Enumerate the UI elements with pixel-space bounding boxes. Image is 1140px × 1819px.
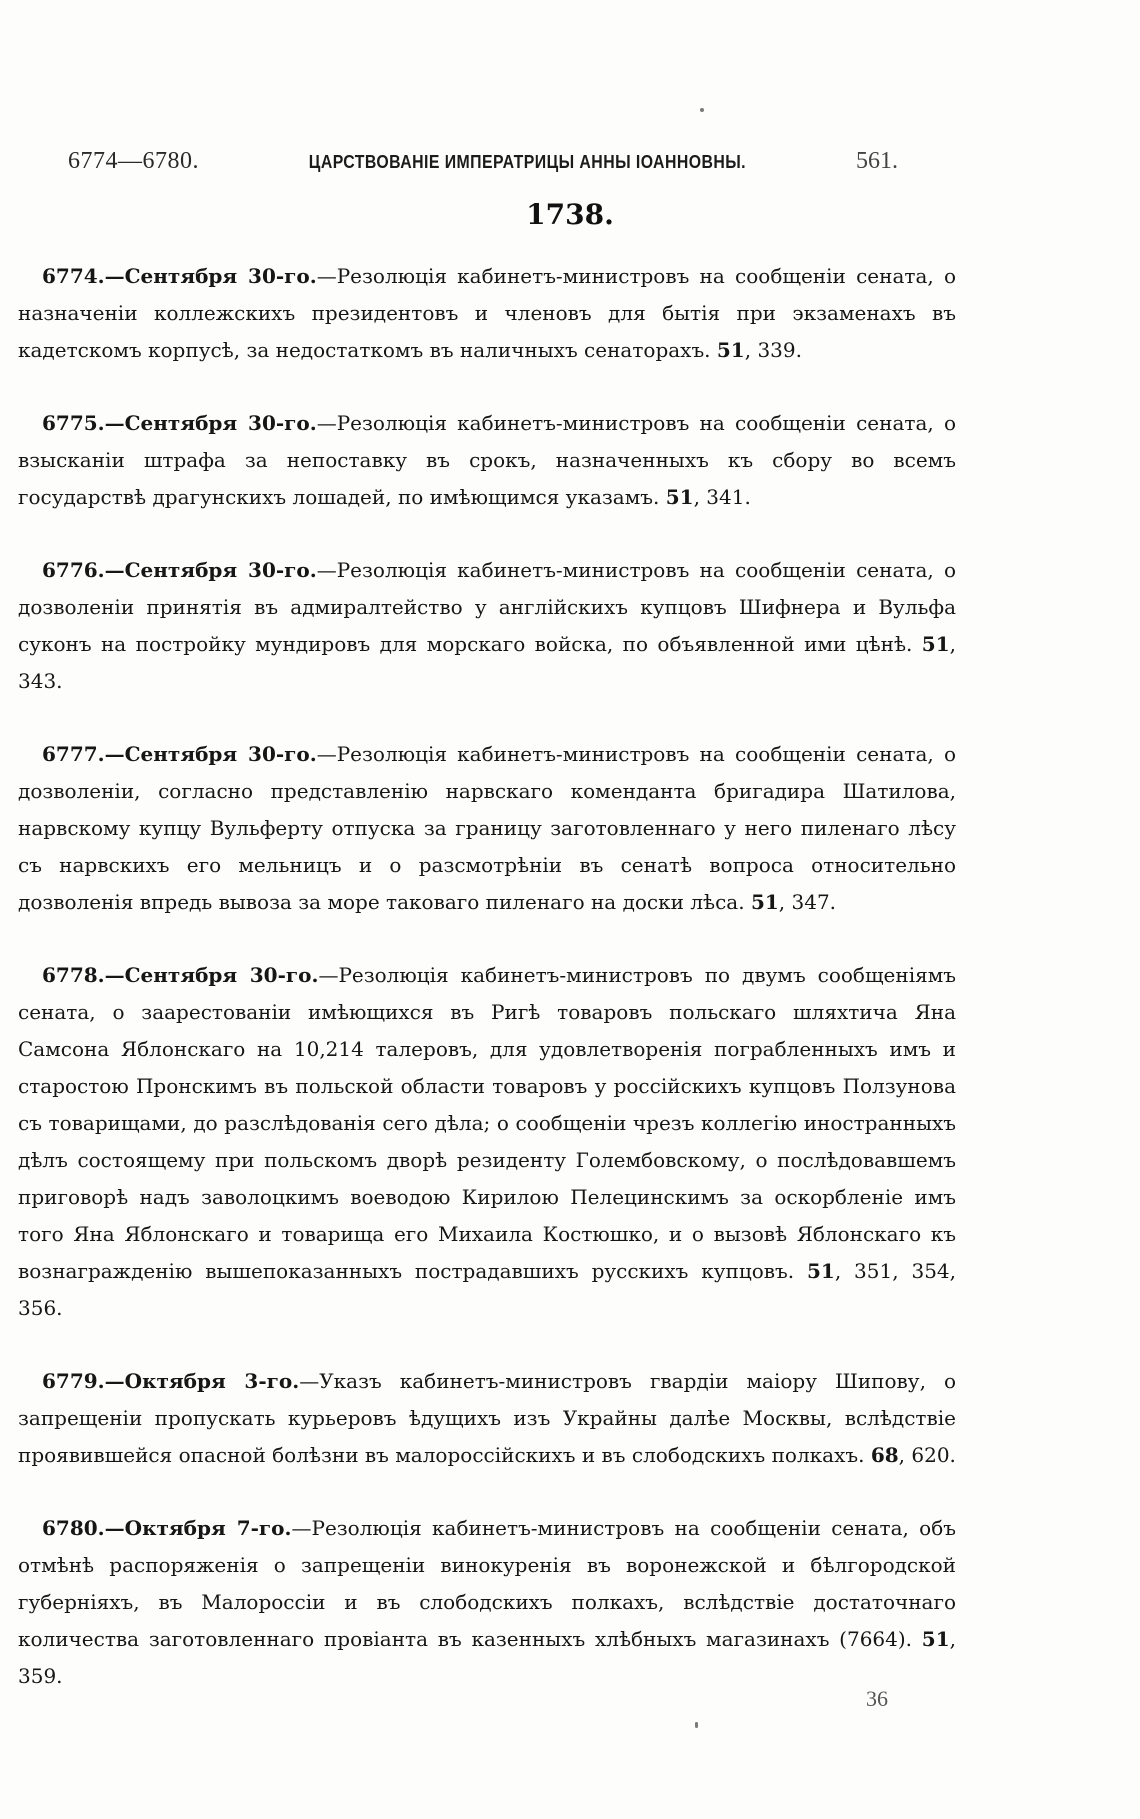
entry-date: —Сентября 30-го. [104,411,317,435]
entry-source: 51 [750,890,779,914]
entry-number: 6777. [42,742,105,766]
entry-6775 [18,405,956,516]
entry-6778 [18,957,956,1327]
entry-6780 [18,1510,956,1695]
entry-source: 51 [716,338,745,362]
entry-source: 68 [870,1443,899,1467]
chapter-title: ЦАРСТВОВАНІЕ ИМПЕРАТРИЦЫ АННЫ ІОАННОВНЫ. [308,152,747,172]
entry-pages: , 339. [744,338,802,362]
entry-pages: , 351, 354, 356. [18,1259,956,1320]
entry-6774 [18,258,956,369]
entry-number: 6776. [42,558,105,582]
running-head [68,148,898,175]
entry-date: —Октября 3-го. [104,1369,300,1393]
entry-date: —Сентября 30-го. [104,558,317,582]
entry-text: —Указъ кабинетъ-министровъ гвардіи маіору Шипову, о запрещеніи пропускать курьеровъ ѣдущихъ изъ Украйны далѣе Москвы, вслѣдствіе проявившейся опасной болѣзни въ малороссійскихъ и въ слободскихъ полкахъ. [18,1369,957,1467]
scan-speck [695,1722,698,1728]
entry-range: 6774—6780. [68,148,199,174]
entry-text: —Резолюція кабинетъ-министровъ на сообщеніи сената, о дозволеніи, согласно представленію нарвскаго коменданта бригадира Шатилова, нарвскому купцу Вульферту отпуска за границу заготовленнаго у него пиленаго лѣсу съ нарвскихъ его мельницъ и о разсмотрѣніи въ сенатѣ вопроса относительно дозволенія впредь вывоза за море таковаго пиленаго на доски лѣса. [18,742,956,914]
entry-number: 6780. [42,1516,105,1540]
entry-source: 51 [806,1259,835,1283]
entry-source: 51 [921,632,950,656]
year-heading: 1738. [526,198,614,231]
entry-text: —Резолюція кабинетъ-министровъ на сообщеніи сената, о назначеніи коллежскихъ президентовъ и членовъ для бытія при экзаменахъ въ кадетскомъ корпусѣ, за недостаткомъ въ наличныхъ сенаторахъ. [18,264,956,362]
entry-date: —Сентября 30-го. [104,963,319,987]
entry-pages: , 341. [693,485,751,509]
entry-text: —Резолюція кабинетъ-министровъ на сообщеніи сената, о взысканіи штрафа за непоставку въ срокъ, назначенныхъ къ сбору во всемъ государствѣ драгунскихъ лошадей, по имѣющимся указамъ. [18,411,956,509]
entry-pages: , 343. [18,632,956,693]
entry-source: 51 [665,485,694,509]
entry-6777 [18,736,956,921]
signature-mark: 36 [866,1686,888,1711]
entry-date: —Октября 7-го. [104,1516,292,1540]
entry-date: —Сентября 30-го. [104,264,317,288]
entry-date: —Сентября 30-го. [104,742,317,766]
entries-list [18,258,956,1731]
entry-text: —Резолюція кабинетъ-министровъ по двумъ сообщеніямъ сената, о заарестованіи имѣющихся въ Ригѣ товаровъ польскаго шляхтича Яна Самсона Яблонскаго на 10,214 талеровъ, для удовлетворенія пограбленныхъ имъ и старостою Пронскимъ въ польской области товаровъ у россійскихъ купцовъ Ползунова съ товарищами, до разслѣдованія сего дѣла; о сообщеніи чрезъ коллегію иностранныхъ дѣлъ состоящему при польскомъ дворѣ резиденту Голембовскому, о послѣдовавшемъ приговорѣ надъ заволоцкимъ воеводою Кирилою Пелецинскимъ за оскорбленіе имъ того Яна Яблонскаго и товарища его Михаила Костюшко, и о вызовѣ Яблонскаго къ вознагражденію вышепоказанныхъ пострадавшихъ русскихъ купцовъ. [18,963,956,1283]
entry-text: —Резолюція кабинетъ-министровъ на сообщеніи сената, объ отмѣнѣ распоряженія о запрещеніи винокуренія въ воронежской и бѣлгородской губерніяхъ, въ Малороссіи и въ слободскихъ полкахъ, вслѣдствіе достаточнаго количества заготовленнаго провіанта въ казенныхъ хлѣбныхъ магазинахъ (7664). [18,1516,956,1651]
entry-source: 51 [921,1627,950,1651]
entry-number: 6774. [42,264,105,288]
entry-pages: , 620. [898,1443,956,1467]
entry-number: 6779. [42,1369,105,1393]
entry-pages: , 347. [778,890,837,914]
scan-speck [700,108,704,112]
entry-6779 [18,1363,956,1474]
entry-number: 6778. [42,963,105,987]
entry-pages: , 359. [18,1627,956,1688]
page-number: 561. [855,148,898,174]
entry-6776 [18,552,956,700]
entry-number: 6775. [42,411,105,435]
entry-text: —Резолюція кабинетъ-министровъ на сообщеніи сената, о дозволеніи принятія въ адмиралтейство у англійскихъ купцовъ Шифнера и Вульфа суконъ на постройку мундировъ для морскаго войска, по объявленной ими цѣнѣ. [18,558,956,656]
